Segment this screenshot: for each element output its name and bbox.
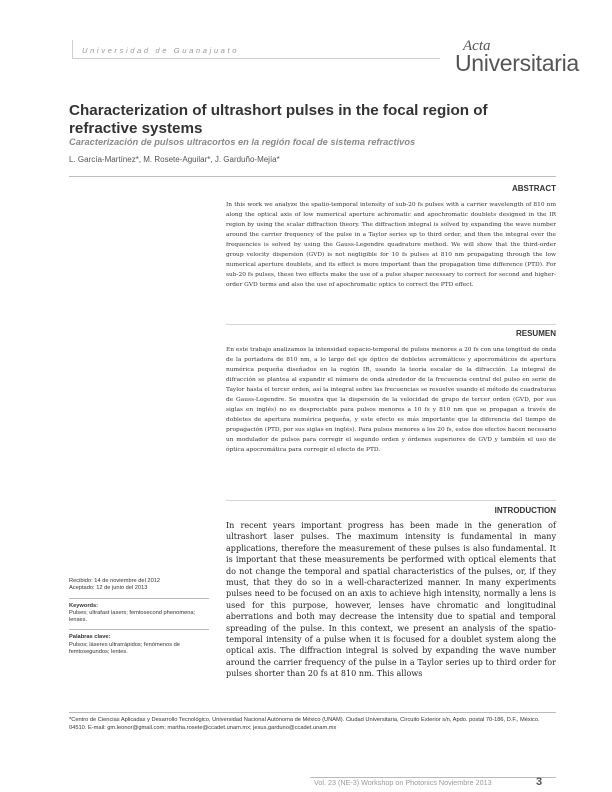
affiliation-footnote: *Centro de Ciencias Aplicadas y Desarrollo Tecnológico, Universidad Nacional Autónoma de México (UNAM). Ciudad Universitaria, Circuito Exterior s/n, Apdo. postal 70-186, D.F., México. 04510. E-mail: gm.leonor@gmail.com; martha.rosete@ccadet.unam.mx; jesus.garduno@ccadet.unam.mx xyxy=(69,717,540,731)
keywords-label: Keywords: xyxy=(69,602,99,609)
page-number: 3 xyxy=(536,776,543,788)
header-rule xyxy=(72,58,440,59)
sidebar-divider xyxy=(69,629,209,630)
logo-acta-text: Acta xyxy=(463,38,491,54)
footer-citation: Vol. 23 (NE-3) Workshop on Photonics Noviembre 2013 xyxy=(314,778,492,787)
introduction-text: In recent years important progress has been made in the generation of ultrashort laser pulses. The maximum intensity is fundamental in many applications, therefore the measurement of these pulses is also fundamental. It is important that these measurements be performed with optical elements that do not change the temporal and spatial characteristics of the pulses, or, if they must, that they do so in a well-characterized manner. In many experiments pulses need to be focused on an axis to achieve high intensity, normally a lens is used for this purpose, however, lenses have chromatic and longitudinal aberrations and both may decrease the intensity due to spatial and temporal spreading of the pulse. In this context, we present an analysis of the spatio-temporal intensity of a pulse when it is focused for a doublet system along the optical axis. The diffraction integral is solved by expanding the wave number around the carrier frequency of the pulse in a Taylor series up to third order for pulses shorter than 20 fs at 810 nm. This allows xyxy=(226,521,556,679)
introduction-heading: INTRODUCTION xyxy=(494,506,556,515)
footnote-divider xyxy=(69,712,556,713)
resumen-heading: RESUMEN xyxy=(515,329,556,338)
article-subtitle: Caracterización de pulsos ultracortos en la región focal de sistema refractivos xyxy=(69,137,416,147)
sidebar-divider xyxy=(69,598,209,599)
university-name: Universidad de Guanajuato xyxy=(82,46,240,55)
accepted-date: Aceptado: 12 de junio del 2013 xyxy=(69,585,148,592)
palabras-clave-label: Palabras clave: xyxy=(69,634,111,641)
abstract-divider xyxy=(226,324,556,325)
journal-logo xyxy=(455,38,590,80)
article-authors: L. García-Martínez*, M. Rosete-Aguilar*, J. Garduño-Mejía* xyxy=(69,155,280,164)
received-date: Recibido: 14 de noviembre del 2012 xyxy=(69,578,161,584)
abstract-text: In this work we analyze the spatio-temporal intensity of sub-20 fs pulses with a carrier wavelength of 810 nm along the optical axis of low numerical aperture achromatic and apochromatic doublets designed in the IR region by using the scalar diffraction theory. The diffraction integral is solved by expanding the wave number around the carrier frequency of the pulse in a Taylor series up to third order, and then the integral over the frequencies is solved by using the Gauss-Legendre quadrature method. We will show that the third-order group velocity dispersion (GVD) is not negligible for 10 fs pulses at 810 nm propagating through the low numerical aperture doublets, and its effect is more important than the propagation time difference (PTD). For sub-20 fs pulses, these two effects make the use of a pulse shaper necessary to correct for second and higher-order GVD terms and also the use of apochromatic optics to correct the PTD effect. xyxy=(226,202,556,289)
keywords-list: Pulses; ultrafast lasers; femtosecond phenomena; lenses. xyxy=(69,609,196,624)
resumen-text: En este trabajo analizamos la intensidad espacio-temporal de pulsos menores a 20 fs con una longitud de onda de la portadora de 810 nm, a lo largo del eje óptico de dobletes acromáticos y apocromáticos de apertura numérica pequeña diseñados en la región IR, usando la teoría escalar de la difracción. La integral de difracción se plantea al expandir el número de onda alrededor de la frecuencia central del pulso en serie de Taylor hasta el tercer orden, así la integral sobre las frecuencias se resuelve usando el método de cuadraturas de Gauss-Legendre. Se muestra que la dispersión de la velocidad de grupo de tercer orden (GVD, por sus siglas en inglés) no es despreciable para pulsos menores a 10 fs y 810 nm que se propagan a través de dobletes de apertura numérica pequeña, y este efecto es más importante que la diferencia del tiempo de propagación (PTD, por sus siglas en inglés). Para pulsos menores a los 20 fs, estos dos efectos hacen necesario un modulador de pulsos para corregir el segundo orden y órdenes superiores de GVD y también el uso de óptica apocromática para corregir el efecto de PTD. xyxy=(226,347,556,454)
palabras-clave-list: Pulsos; láseres ultrarrápidos; fenómenos de femtosegundos; lentes. xyxy=(69,641,180,656)
article-title: Characterization of ultrashort pulses in the focal region of refractive systems xyxy=(69,102,488,137)
header-rule-tick xyxy=(72,40,73,58)
article-sidebar xyxy=(69,578,209,656)
abstract-heading: ABSTRACT xyxy=(512,184,556,193)
resumen-divider xyxy=(226,500,556,501)
title-divider xyxy=(69,176,556,177)
logo-universitaria-text: Universitaria xyxy=(455,50,579,76)
